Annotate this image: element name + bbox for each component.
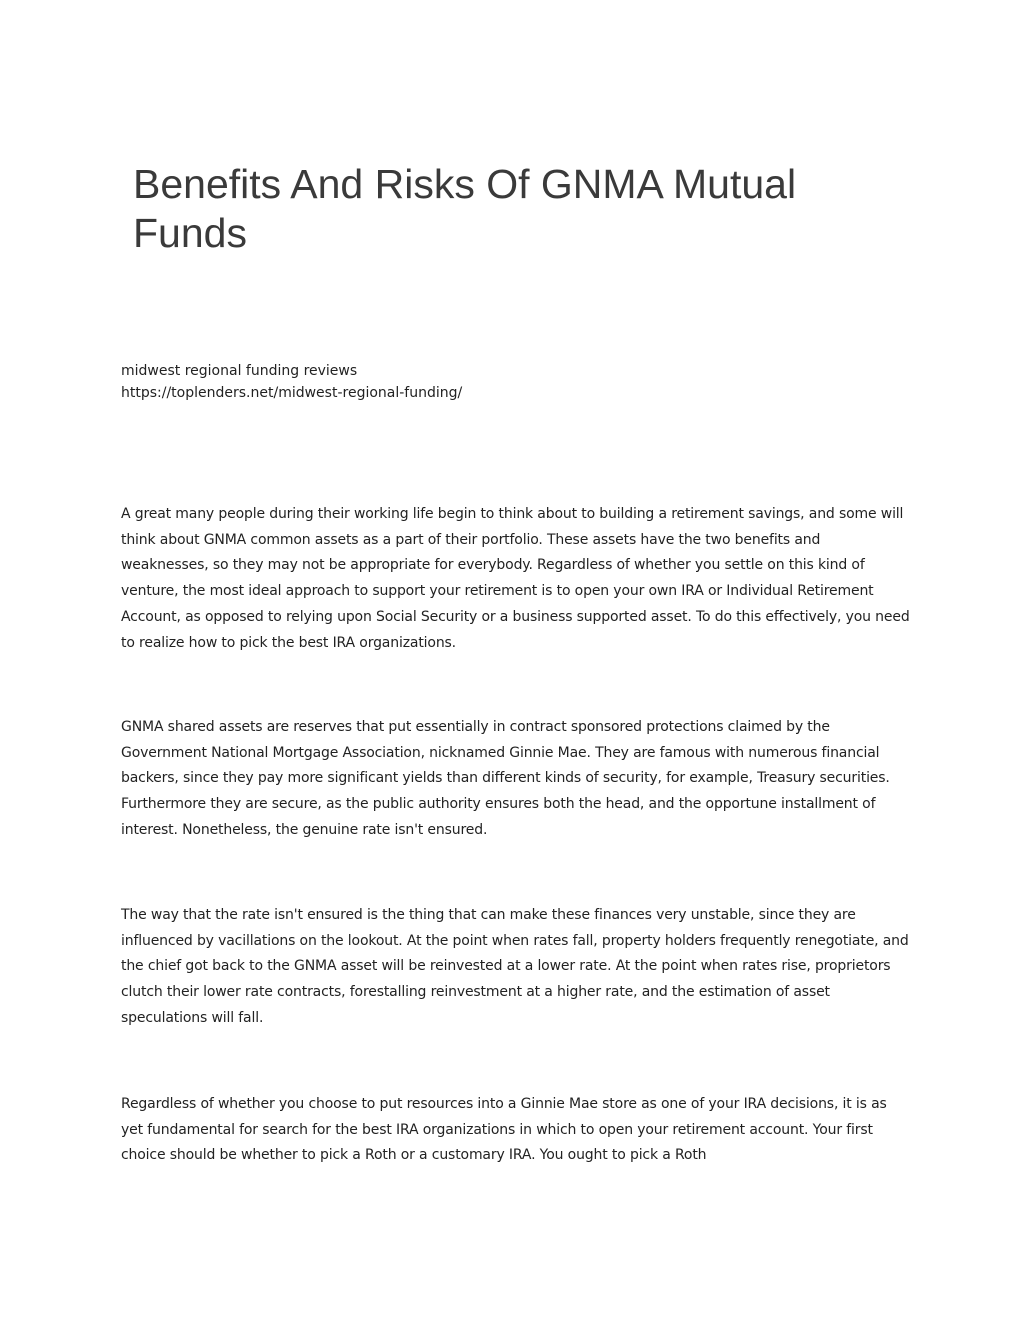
link-anchor-text[interactable]: midwest regional funding reviews [121,363,358,379]
paragraph-rate-risk: The way that the rate isn't ensured is the thing that can make these finances very unstable, since they are influenced by vacillations on the lookout. At the point when rates fall, property holders frequently renegotiate, and the chief got back to the GNMA asset will be reinvested at a lower rate. At the point when rates rise, proprietors clutch their lower rate contracts, forestalling reinvestment at a higher rate, and the estimation of asset speculations will fall. [121,907,909,1026]
page-title: Benefits And Risks Of GNMA Mutual Funds [133,161,797,256]
link-block [121,360,921,404]
paragraph-gnma-assets: GNMA shared assets are reserves that put essentially in contract sponsored protections claimed by the Government National Mortgage Association, nicknamed Ginnie Mae. They are famous with numerous financial backers, since they pay more significant yields than different kinds of security, for example, Treasury securities. Furthermore they are secure, as the public authority ensures both the head, and the opportune installment of interest. Nonetheless, the genuine rate isn't ensured. [121,719,890,838]
link-url[interactable]: https://toplenders.net/midwest-regional-funding/ [121,385,463,401]
paragraph-ira-choice: Regardless of whether you choose to put resources into a Ginnie Mae store as one of your IRA decisions, it is as yet fundamental for search for the best IRA organizations in which to open your retirement account. Your first choice should be whether to pick a Roth or a customary IRA. You ought to pick a Roth [121,1096,887,1164]
paragraph-intro: A great many people during their working life begin to think about to building a retirement savings, and some will think about GNMA common assets as a part of their portfolio. These assets have the two benefits and weaknesses, so they may not be appropriate for everybody. Regardless of whether you settle on this kind of venture, the most ideal approach to support your retirement is to open your own IRA or Individual Retirement Account, as opposed to relying upon Social Security or a business supported asset. To do this effectively, you need to realize how to pick the best IRA organizations. [121,506,910,651]
